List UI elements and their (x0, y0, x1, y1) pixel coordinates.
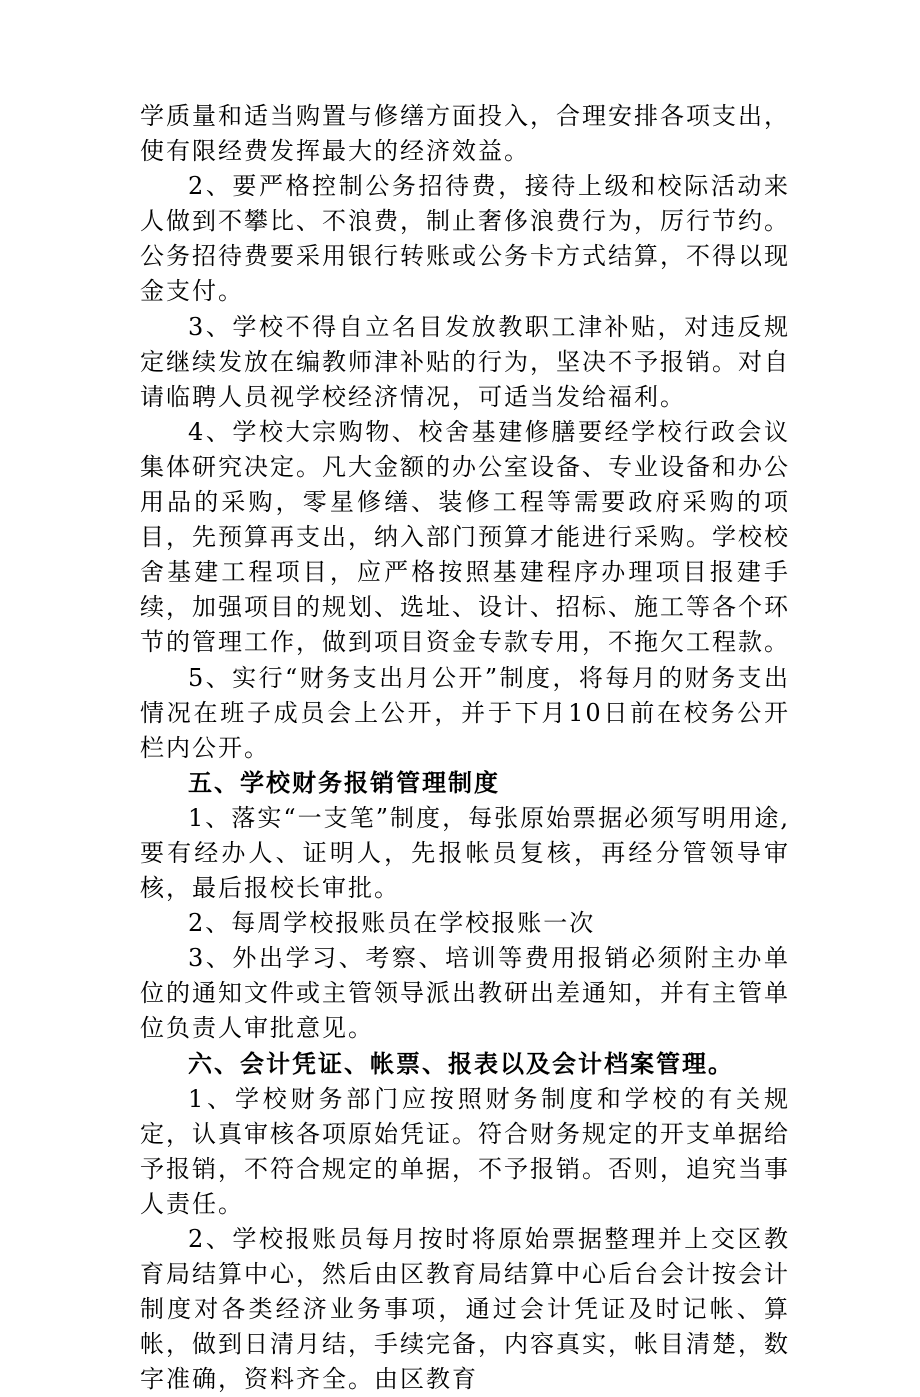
paragraph-budget-continuation: 学质量和适当购置与修缮方面投入，合理安排各项支出，使有限经费发挥最大的经济效益。 (140, 102, 790, 166)
paragraph-hospitality-expense: 2、要严格控制公务招待费，接待上级和校际活动来人做到不攀比、不浪费，制止奢侈浪费行为，厉行节约。公务招待费要采用银行转账或公务卡方式结算，不得以现金支付。 (140, 172, 790, 306)
paragraph-procurement-construction: 4、学校大宗购物、校舍基建修膳要经学校行政会议集体研究决定。凡大金额的办公室设备、专业设备和办公用品的采购，零星修缮、装修工程等需要政府采购的项目，先预算再支出，纳入部门预算才能进行采购。学校校舍基建工程项目，应严格按照基建程序办理项目报建手续，加强项目的规划、选址、设计、招标、施工等各个环节的管理工作，做到项目资金专款专用，不拖欠工程款。 (140, 417, 790, 657)
paragraph-staff-allowance: 3、学校不得自立名目发放教职工津补贴，对违反规定继续发放在编教师津补贴的行为，坚决不予报销。对自请临聘人员视学校经济情况，可适当发给福利。 (140, 312, 790, 411)
paragraph-monthly-disclosure: 5、实行“财务支出月公开”制度，将每月的财务支出情况在班子成员会上公开，并于下月10日前在校务公开栏内公开。 (140, 663, 790, 762)
paragraph-weekly-reimbursement: 2、每周学校报账员在学校报账一次 (188, 909, 596, 938)
paragraph-travel-expense: 3、外出学习、考察、培训等费用报销必须附主办单位的通知文件或主管领导派出教研出差通知，并有主管单位负责人审批意见。 (140, 944, 790, 1043)
section-heading-accounting-records: 六、会计凭证、帐票、报表以及会计档案管理。 (188, 1049, 734, 1078)
paragraph-settlement-center: 2、学校报账员每月按时将原始票据整理并上交区教育局结算中心，然后由区教育局结算中心后台会计按会计制度对各类经济业务事项，通过会计凭证及时记帐、算帐，做到日清月结，手续完备，内容真实，帐目清楚，数字准确，资料齐全。由区教育 (140, 1225, 790, 1394)
paragraph-voucher-review: 1、学校财务部门应按照财务制度和学校的有关规定，认真审核各项原始凭证。符合财务规定的开支单据给予报销，不符合规定的单据，不予报销。否则，追究当事人责任。 (140, 1084, 790, 1218)
paragraph-one-pen-system: 1、落实“一支笔”制度，每张原始票据必须写明用途,要有经办人、证明人，先报帐员复核，再经分管领导审核，最后报校长审批。 (140, 803, 790, 903)
section-heading-reimbursement: 五、学校财务报销管理制度 (188, 768, 500, 797)
